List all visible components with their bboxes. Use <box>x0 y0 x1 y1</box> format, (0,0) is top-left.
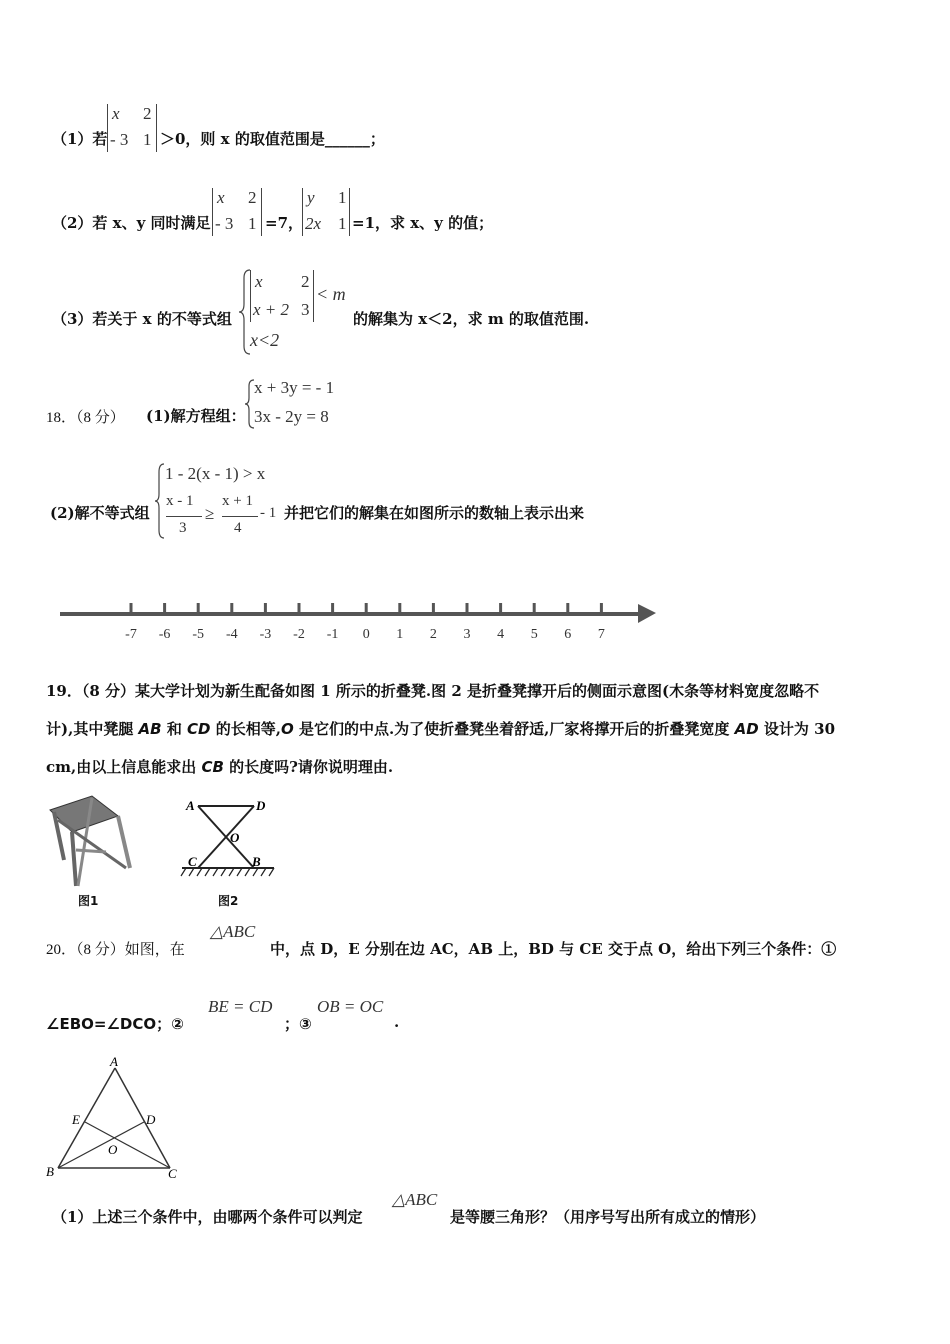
number-line-tick-label: 0 <box>362 627 370 642</box>
q18-ineq1: 1 - 2(x - 1) > x <box>165 464 266 483</box>
det-entry: 1 <box>338 214 347 233</box>
det-entry: 3 <box>301 300 310 319</box>
number-line-tick-label: 1 <box>396 627 404 642</box>
q20-line1: 中，点 D，E 分别在边 AC，AB 上，BD 与 CE 交于点 O，给出下列三个条件：① <box>270 940 837 958</box>
q19-segment-CD: CD <box>187 720 211 738</box>
q18-part2-label: (2)解不等式组 <box>50 504 150 522</box>
det-entry: x <box>255 272 263 291</box>
q18-frac1-numerator: x - 1 <box>166 493 194 509</box>
q19-segment-AB: AB <box>138 720 162 738</box>
number-line-tick-label: 3 <box>463 627 471 642</box>
q17-p3-determinant <box>250 270 314 322</box>
q19-point-O: O <box>280 720 294 738</box>
det-entry: - 3 <box>215 214 234 233</box>
q20-condition-3: OB = OC <box>317 997 384 1016</box>
det-entry: x + 2 <box>253 300 290 319</box>
q20-triangle-ABC: △ABC <box>210 922 256 941</box>
number-line-tick-label: -6 <box>158 627 171 642</box>
number-line-tick-label: 4 <box>497 627 505 642</box>
q20-sub1-triangle: △ABC <box>392 1190 438 1209</box>
q19-line2 <box>46 718 835 739</box>
q19-line3 <box>46 756 393 777</box>
q18-minus-one: - 1 <box>260 505 277 521</box>
q17-p2-label: （2）若 x、y 同时满足 <box>52 214 211 232</box>
q17-p3-label: （3）若关于 x 的不等式组 <box>52 310 232 328</box>
q17-p2-eq2: =1，求 x、y 的值； <box>352 214 494 232</box>
q17-p2-determinant-1 <box>212 188 262 236</box>
number-line-tick-label: 2 <box>429 627 437 642</box>
q19-text: 的长度吗?请你说明理由. <box>223 758 394 776</box>
tri-label-A: A <box>110 1054 118 1069</box>
number-line-tick-label: -2 <box>293 627 305 642</box>
q18-part2-tail: 并把它们的解集在如图所示的数轴上表示出来 <box>284 504 585 522</box>
q19-text: cm,由以上信息能求出 <box>46 758 202 776</box>
q19-text: 设计为 30 <box>758 720 836 738</box>
tri-label-D: D <box>146 1112 156 1127</box>
det-entry: 1 <box>248 214 257 233</box>
q20-sub1-prefix: （1）上述三个条件中，由哪两个条件可以判定 <box>52 1208 363 1226</box>
fig2-label-A: A <box>186 798 195 813</box>
tri-label-O: O <box>108 1142 118 1157</box>
q19-text: 计),其中凳腿 <box>46 720 139 738</box>
number-line-tick-label: -1 <box>326 627 339 642</box>
det-entry: 2 <box>248 188 257 207</box>
det-entry: 2 <box>301 272 310 291</box>
det-entry: - 3 <box>110 130 129 149</box>
q20-period: . <box>394 1013 400 1031</box>
q18-part1-label: (1)解方程组： <box>146 407 246 425</box>
q17-p1-condition: ＞0，则 x 的取值范围是______； <box>160 130 385 148</box>
number-line-tick-label: -7 <box>125 627 137 642</box>
q19-text: 和 <box>161 720 188 738</box>
q19-segment-AD: AD <box>734 720 759 738</box>
det-entry: 2 <box>143 104 152 123</box>
tri-label-B: B <box>46 1164 54 1179</box>
q18-eq1: x + 3y = - 1 <box>254 378 335 397</box>
number-line <box>56 596 666 648</box>
det-entry: x <box>112 104 120 123</box>
det-entry: y <box>307 188 315 207</box>
q17-p3-line2: x<2 <box>250 330 280 350</box>
q17-p3-tail: 的解集为 x＜2，求 m 的取值范围. <box>353 310 590 328</box>
q19-text: 是它们的中点.为了使折叠凳坐着舒适,厂家将撑开后的折叠凳宽度 <box>293 720 735 738</box>
det-entry: 1 <box>338 188 347 207</box>
tri-label-C: C <box>168 1166 177 1181</box>
det-entry: x <box>217 188 225 207</box>
q17-p1-label: （1）若 <box>52 130 108 148</box>
q19-segment-CB: CB <box>201 758 224 776</box>
fraction-bar <box>166 516 202 517</box>
arrow-right-icon <box>638 604 656 623</box>
q18-eq2: 3x - 2y = 8 <box>254 407 329 426</box>
number-line-tick-label: 6 <box>564 627 572 642</box>
q20-condition-1: ∠EBO=∠DCO；② <box>46 1015 184 1033</box>
fig2-label-O: O <box>230 830 240 845</box>
q18-number: 18．（8 分） <box>46 410 125 426</box>
q20-condition-2: BE = CD <box>208 997 273 1016</box>
q19-line1: 19．（8 分）某大学计划为新生配备如图 1 所示的折叠凳.图 2 是折叠凳撑开后的侧面示意图(木条等材料宽度忽略不 <box>46 682 820 700</box>
number-line-tick-label: -5 <box>192 627 205 642</box>
folding-stool-figure <box>46 790 136 890</box>
q20-sub1-suffix: 是等腰三角形？（用序号写出所有成立的情形） <box>450 1208 766 1226</box>
fig2-label-D: D <box>256 798 266 813</box>
number-line-tick-label: 7 <box>597 627 605 642</box>
fig2-caption: 图2 <box>218 894 239 908</box>
q17-p1-determinant <box>107 104 157 152</box>
q20-separator: ；③ <box>284 1015 312 1033</box>
number-line-tick-label: -3 <box>259 627 272 642</box>
q18-frac2-denominator: 4 <box>234 520 242 536</box>
triangle-figure <box>40 1052 190 1184</box>
number-line-tick-label: -4 <box>225 627 238 642</box>
det-entry: 1 <box>143 130 152 149</box>
det-entry: 2x <box>305 214 322 233</box>
q18-frac1-denominator: 3 <box>179 520 187 536</box>
q18-frac2-numerator: x + 1 <box>222 493 253 509</box>
tri-label-E: E <box>72 1112 80 1127</box>
fig2-label-C: C <box>188 854 197 869</box>
q17-p3-less-than-m: < m <box>316 284 346 304</box>
q17-p2-eq1: =7， <box>265 214 304 232</box>
number-line-tick-label: 5 <box>530 627 538 642</box>
fig2-label-B: B <box>252 854 261 869</box>
fig1-caption: 图1 <box>78 894 99 908</box>
q17-p2-determinant-2 <box>302 188 350 236</box>
stool-side-view-figure <box>178 796 278 880</box>
q19-text: 的长相等, <box>210 720 281 738</box>
q20-number: 20．（8 分）如图，在 <box>46 942 185 958</box>
q18-geq: ≥ <box>205 504 215 523</box>
fraction-bar <box>222 516 258 517</box>
